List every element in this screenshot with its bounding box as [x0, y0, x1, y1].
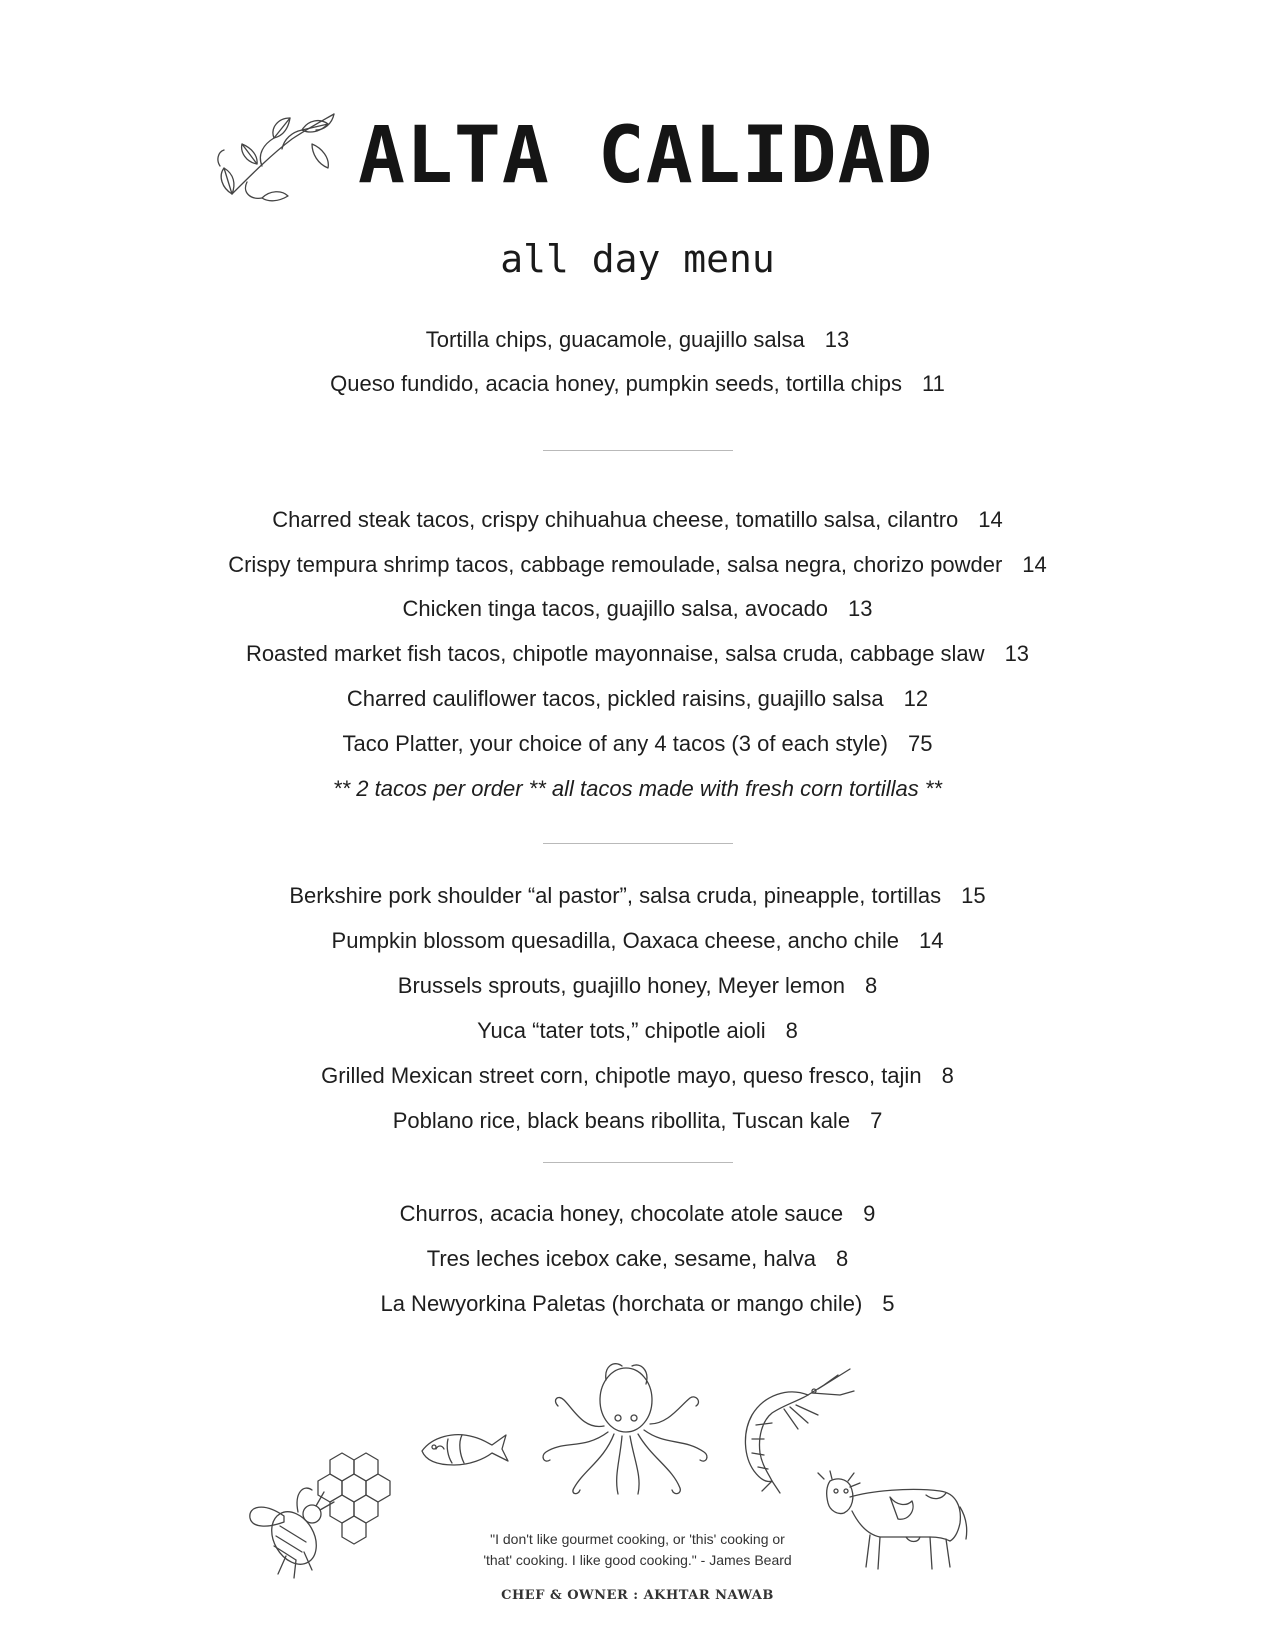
- quote-line: 'that' cooking. I like good cooking." - James Beard: [483, 1552, 792, 1568]
- item-price: 13: [1004, 641, 1030, 666]
- leaves-icon: [212, 104, 342, 206]
- item-name: Tortilla chips, guacamole, guajillo salsa: [425, 327, 805, 352]
- item-price: 11: [922, 371, 945, 396]
- menu-item: [0, 1106, 1275, 1136]
- menu-item: [0, 369, 1275, 399]
- chef-quote: [0, 1529, 1275, 1571]
- item-name: Grilled Mexican street corn, chipotle mayo, queso fresco, tajin: [321, 1063, 922, 1088]
- item-name: Crispy tempura shrimp tacos, cabbage remoulade, salsa negra, chorizo powder: [228, 552, 1003, 577]
- menu-item: [0, 1016, 1275, 1046]
- taco-note: ** 2 tacos per order ** all tacos made with fresh corn tortillas **: [333, 776, 942, 801]
- menu-item: [0, 1061, 1275, 1091]
- item-name: Berkshire pork shoulder “al pastor”, salsa cruda, pineapple, tortillas: [289, 883, 942, 908]
- item-name: Brussels sprouts, guajillo honey, Meyer lemon: [397, 973, 845, 998]
- menu-item: [0, 881, 1275, 911]
- section-divider: [543, 843, 733, 844]
- section-divider: [543, 450, 733, 451]
- item-name: Poblano rice, black beans ribollita, Tuscan kale: [392, 1108, 851, 1133]
- item-price: 7: [870, 1108, 883, 1133]
- item-price: 14: [918, 928, 944, 953]
- menu-item: [0, 1289, 1275, 1319]
- item-price: 8: [836, 1246, 849, 1271]
- item-name: Roasted market fish tacos, chipotle mayonnaise, salsa cruda, cabbage slaw: [245, 641, 985, 666]
- item-name: Charred steak tacos, crispy chihuahua cheese, tomatillo salsa, cilantro: [272, 507, 959, 532]
- item-name: La Newyorkina Paletas (horchata or mango chile): [380, 1291, 863, 1316]
- menu-subtitle: all day menu: [500, 237, 775, 281]
- item-name: Queso fundido, acacia honey, pumpkin seeds, tortilla chips: [330, 371, 903, 396]
- item-name: Churros, acacia honey, chocolate atole sauce: [399, 1201, 844, 1226]
- item-price: 5: [882, 1291, 895, 1316]
- item-price: 75: [907, 731, 933, 756]
- item-name: Charred cauliflower tacos, pickled raisins, guajillo salsa: [346, 686, 884, 711]
- item-price: 13: [848, 596, 873, 621]
- item-name: Taco Platter, your choice of any 4 tacos (3 of each style): [342, 731, 888, 756]
- section-divider: [543, 1162, 733, 1163]
- item-price: 14: [1022, 552, 1047, 577]
- item-price: 9: [863, 1201, 876, 1226]
- octopus-icon: [534, 1360, 719, 1500]
- item-price: 8: [941, 1063, 954, 1088]
- menu-item: [0, 684, 1275, 714]
- item-price: 8: [785, 1018, 798, 1043]
- item-price: 8: [864, 973, 878, 998]
- menu-item: [0, 550, 1275, 580]
- menu-item: [0, 729, 1275, 759]
- item-name: Chicken tinga tacos, guajillo salsa, avocado: [402, 596, 829, 621]
- menu-item: [0, 971, 1275, 1001]
- item-price: 13: [824, 327, 850, 352]
- menu-item: [0, 639, 1275, 669]
- menu-item: [0, 1199, 1275, 1229]
- item-name: Yuca “tater tots,” chipotle aioli: [477, 1018, 766, 1043]
- chef-credit: CHEF & OWNER : AKHTAR NAWAB: [501, 1588, 774, 1603]
- item-name: Tres leches icebox cake, sesame, halva: [426, 1246, 816, 1271]
- item-price: 15: [961, 883, 986, 908]
- menu-item: [0, 505, 1275, 535]
- menu-item: [0, 1244, 1275, 1274]
- fish-icon: [418, 1415, 510, 1471]
- restaurant-name: ALTA CALIDAD: [358, 111, 934, 201]
- menu-item: [0, 926, 1275, 956]
- item-name: Pumpkin blossom quesadilla, Oaxaca cheese, ancho chile: [331, 928, 899, 953]
- menu-item: [0, 594, 1275, 624]
- item-price: 14: [978, 507, 1003, 532]
- menu-item: [0, 325, 1275, 355]
- quote-line: "I don't like gourmet cooking, or 'this' cooking or: [490, 1531, 785, 1547]
- item-price: 12: [903, 686, 929, 711]
